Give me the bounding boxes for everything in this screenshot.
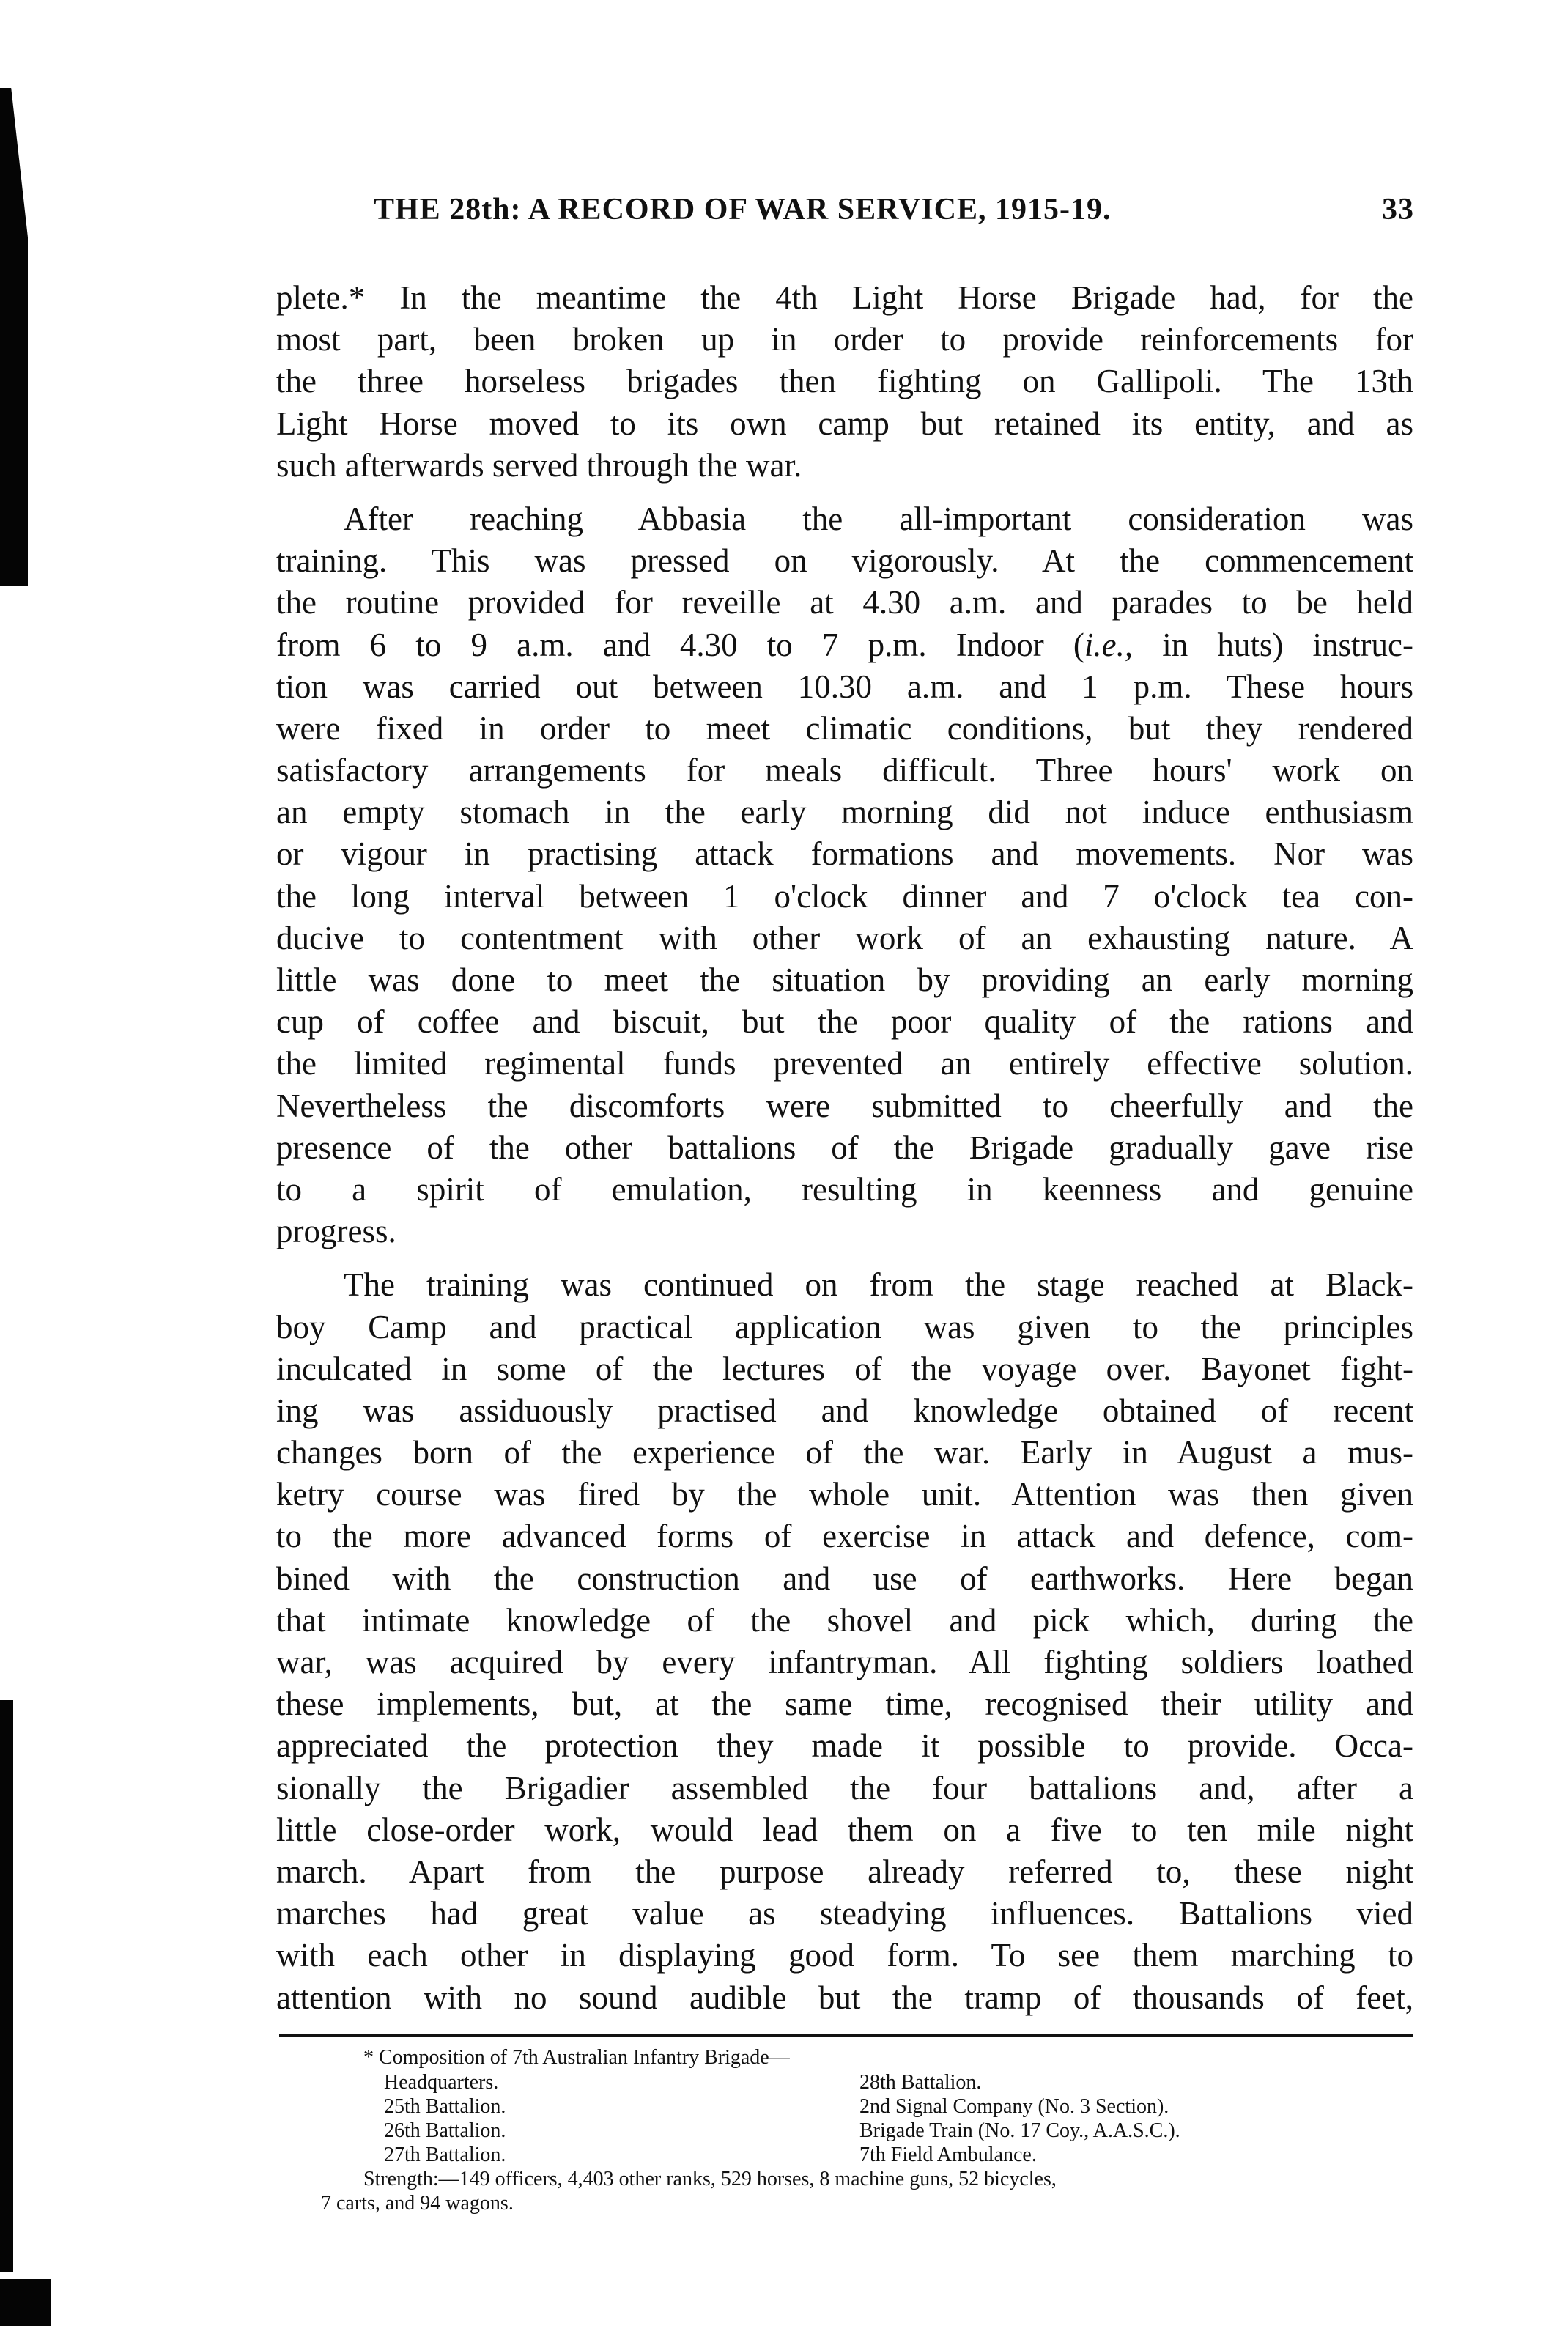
- text-line: [276, 1725, 1413, 1767]
- text-segment: war, was acquired by every infantryman. All fighting soldiers loathed: [276, 1644, 1413, 1680]
- text-segment: such afterwards served through the war.: [276, 446, 802, 484]
- line-content: [276, 1853, 1413, 1890]
- line-content: [276, 321, 1413, 358]
- text-segment: that intimate knowledge of the shovel and pick which, during the: [276, 1601, 1413, 1639]
- line-content: [276, 1213, 396, 1249]
- text-segment: inculcated in some of the lectures of the voyage over. Bayonet fight-: [276, 1350, 1413, 1387]
- text-line: [276, 1264, 1413, 1306]
- text-segment: boy Camp and practical application was given to the principles: [276, 1308, 1413, 1345]
- text-segment: tion was carried out between 10.30 a.m. and 1 p.m. These hours: [276, 668, 1413, 705]
- text-line: [276, 666, 1413, 708]
- text-line: [276, 1977, 1413, 2019]
- line-content: [276, 1392, 1413, 1429]
- footnote-rule: [279, 2034, 1413, 2037]
- footnote-right-item: 28th Battalion.: [859, 2071, 982, 2094]
- text-segment: to a spirit of emulation, resulting in keenness and genuine: [276, 1170, 1413, 1208]
- line-content: [276, 1171, 1413, 1208]
- text-line: [276, 540, 1413, 582]
- text-segment: in huts) instruc-: [1133, 626, 1414, 663]
- line-content: [276, 668, 1413, 705]
- text-line: [276, 1085, 1413, 1127]
- text-line: [276, 833, 1413, 875]
- text-line: [276, 708, 1413, 750]
- line-content: [276, 1476, 1413, 1513]
- text-line: [276, 1043, 1413, 1085]
- text-line: [276, 1390, 1413, 1432]
- text-line: [276, 1211, 1413, 1252]
- text-line: [276, 1515, 1413, 1557]
- text-line: [276, 1169, 1413, 1211]
- text-line: [276, 1348, 1413, 1390]
- line-content: [276, 1770, 1413, 1806]
- text-segment: or vigour in practising attack formations and movements. Nor was: [276, 835, 1413, 873]
- running-title: THE 28th: A RECORD OF WAR SERVICE, 1915-19.: [374, 193, 1112, 226]
- text-line: [276, 876, 1413, 918]
- line-content: [276, 1129, 1413, 1166]
- footnote-left-item: 27th Battalion.: [384, 2144, 506, 2166]
- text-line: [276, 1809, 1413, 1851]
- text-segment: Nevertheless the discomforts were submitted to cheerfully and the: [276, 1087, 1413, 1124]
- text-segment: these implements, but, at the same time, recognised their utility and: [276, 1686, 1413, 1723]
- line-content: [276, 584, 1413, 621]
- scan-edge-shadow-top: [0, 88, 28, 586]
- text-line: [276, 403, 1413, 445]
- text-segment: march. Apart from the purpose already referred to, these night: [276, 1853, 1413, 1890]
- text-segment: the limited regimental funds prevented an entirely effective solution.: [276, 1045, 1413, 1082]
- italic-text: i.e.,: [1084, 626, 1134, 663]
- text-line: [276, 277, 1413, 319]
- paragraph: [276, 1264, 1413, 2018]
- line-content: [276, 1979, 1413, 2016]
- line-content: [276, 542, 1413, 579]
- text-line: [276, 624, 1413, 666]
- page-number: 33: [1382, 193, 1414, 226]
- text-line: [276, 361, 1413, 402]
- line-content: [276, 1088, 1413, 1124]
- line-content: [276, 1937, 1413, 1974]
- text-line: [276, 582, 1413, 624]
- footnote-right-item: 2nd Signal Company (No. 3 Section).: [859, 2095, 1169, 2118]
- line-content: [276, 1560, 1413, 1597]
- text-segment: sionally the Brigadier assembled the four battalions and, after a: [276, 1769, 1413, 1806]
- line-content: [276, 878, 1413, 915]
- text-segment: satisfactory arrangements for meals difficult. Three hours' work on: [276, 752, 1413, 789]
- text-line: [276, 1600, 1413, 1642]
- line-content: [276, 835, 1413, 872]
- line-content: [276, 1686, 1413, 1722]
- text-line: [276, 1851, 1413, 1893]
- body-text: [276, 277, 1413, 2031]
- line-content: [276, 794, 1413, 830]
- line-content: [276, 1045, 1413, 1082]
- text-line: [276, 1683, 1413, 1725]
- scan-edge-shadow-mid: [0, 1700, 13, 2272]
- text-line: [276, 445, 1413, 487]
- text-line: [276, 1474, 1413, 1515]
- line-content: [276, 1434, 1413, 1471]
- text-segment: training. This was pressed on vigorously. At the commencement: [276, 542, 1413, 580]
- text-segment: to the more advanced forms of exercise in attack and defence, com-: [276, 1518, 1413, 1555]
- line-content: [276, 447, 802, 484]
- text-segment: appreciated the protection they made it possible to provide. Occa-: [276, 1727, 1413, 1765]
- text-segment: ing was assiduously practised and knowledge obtained of recent: [276, 1392, 1413, 1429]
- footnote-right-item: 7th Field Ambulance.: [859, 2144, 1037, 2166]
- line-content: [344, 1266, 1413, 1303]
- text-segment: most part, been broken up in order to provide reinforcements for: [276, 321, 1413, 358]
- text-line: [276, 959, 1413, 1001]
- text-segment: attention with no sound audible but the tramp of thousands of feet,: [276, 1979, 1413, 2016]
- text-segment: an empty stomach in the early morning did not induce enthusiasm: [276, 794, 1413, 831]
- text-line: [276, 1935, 1413, 1976]
- paragraph: [276, 498, 1413, 1252]
- line-content: [276, 363, 1413, 399]
- text-line: [276, 791, 1413, 833]
- text-line: [276, 1558, 1413, 1600]
- text-segment: the routine provided for reveille at 4.30 a.m. and parades to be held: [276, 584, 1413, 621]
- line-content: [276, 1812, 1413, 1848]
- footnote-left-item: 25th Battalion.: [384, 2095, 506, 2118]
- text-segment: little was done to meet the situation by providing an early morning: [276, 961, 1413, 998]
- line-content: [276, 961, 1413, 998]
- text-line: [276, 918, 1413, 959]
- line-content: [276, 752, 1413, 789]
- footnote-right-item: Brigade Train (No. 17 Coy., A.A.S.C.).: [859, 2119, 1180, 2142]
- footnote-strength-cont: 7 carts, and 94 wagons.: [321, 2192, 514, 2215]
- text-segment: presence of the other battalions of the Brigade gradually gave rise: [276, 1129, 1413, 1166]
- text-segment: ducive to contentment with other work of an exhausting nature. A: [276, 919, 1413, 956]
- text-line: [276, 1642, 1413, 1683]
- text-segment: ketry course was fired by the whole unit. Attention was then given: [276, 1476, 1413, 1513]
- paragraph: [276, 277, 1413, 487]
- line-content: [276, 1602, 1413, 1639]
- line-content: [276, 627, 1413, 663]
- line-content: [276, 1644, 1413, 1680]
- text-segment: The training was continued on from the stage reached at Black-: [344, 1266, 1413, 1304]
- text-segment: the long interval between 1 o'clock dinner and 7 o'clock tea con-: [276, 877, 1413, 915]
- line-content: [276, 279, 1413, 316]
- text-line: [276, 319, 1413, 361]
- line-content: [344, 501, 1413, 537]
- line-content: [276, 1351, 1413, 1387]
- text-line: [276, 750, 1413, 791]
- text-line: [276, 1432, 1413, 1474]
- text-segment: changes born of the experience of the war. Early in August a mus-: [276, 1434, 1413, 1472]
- text-segment: Light Horse moved to its own camp but retained its entity, and as: [276, 405, 1413, 442]
- line-content: [276, 1309, 1413, 1345]
- text-line: [276, 1127, 1413, 1169]
- line-content: [276, 1003, 1413, 1040]
- text-line: [276, 1307, 1413, 1348]
- text-line: [276, 1001, 1413, 1043]
- running-header: [374, 192, 1414, 236]
- footnote-heading: * Composition of 7th Australian Infantry Brigade—: [363, 2046, 790, 2069]
- line-content: [276, 1895, 1413, 1932]
- text-segment: bined with the construction and use of earthworks. Here began: [276, 1559, 1413, 1597]
- text-segment: from 6 to 9 a.m. and 4.30 to 7 p.m. Indoor (: [276, 626, 1084, 663]
- text-segment: plete.* In the meantime the 4th Light Horse Brigade had, for the: [276, 279, 1413, 316]
- text-line: [276, 498, 1413, 540]
- footnote-left-item: 26th Battalion.: [384, 2119, 506, 2142]
- text-segment: were fixed in order to meet climatic conditions, but they rendered: [276, 709, 1413, 747]
- text-segment: marches had great value as steadying influences. Battalions vied: [276, 1895, 1413, 1932]
- text-segment: After reaching Abbasia the all-important consideration was: [344, 500, 1413, 537]
- text-segment: the three horseless brigades then fighting on Gallipoli. The 13th: [276, 363, 1413, 400]
- text-segment: with each other in displaying good form. To see them marching to: [276, 1937, 1413, 1974]
- line-content: [276, 405, 1413, 442]
- text-segment: little close-order work, would lead them on a five to ten mile night: [276, 1811, 1413, 1848]
- footnote-left-item: Headquarters.: [384, 2071, 499, 2094]
- line-content: [276, 920, 1413, 956]
- scan-edge-shadow-bottom: [0, 2279, 51, 2326]
- line-content: [276, 710, 1413, 747]
- text-segment: progress.: [276, 1213, 396, 1250]
- line-content: [276, 1727, 1413, 1764]
- text-line: [276, 1768, 1413, 1809]
- footnote-strength: Strength:—149 officers, 4,403 other ranks, 529 horses, 8 machine guns, 52 bicycles,: [363, 2168, 1057, 2190]
- text-segment: cup of coffee and biscuit, but the poor quality of the rations and: [276, 1003, 1413, 1041]
- text-line: [276, 1893, 1413, 1935]
- line-content: [276, 1518, 1413, 1554]
